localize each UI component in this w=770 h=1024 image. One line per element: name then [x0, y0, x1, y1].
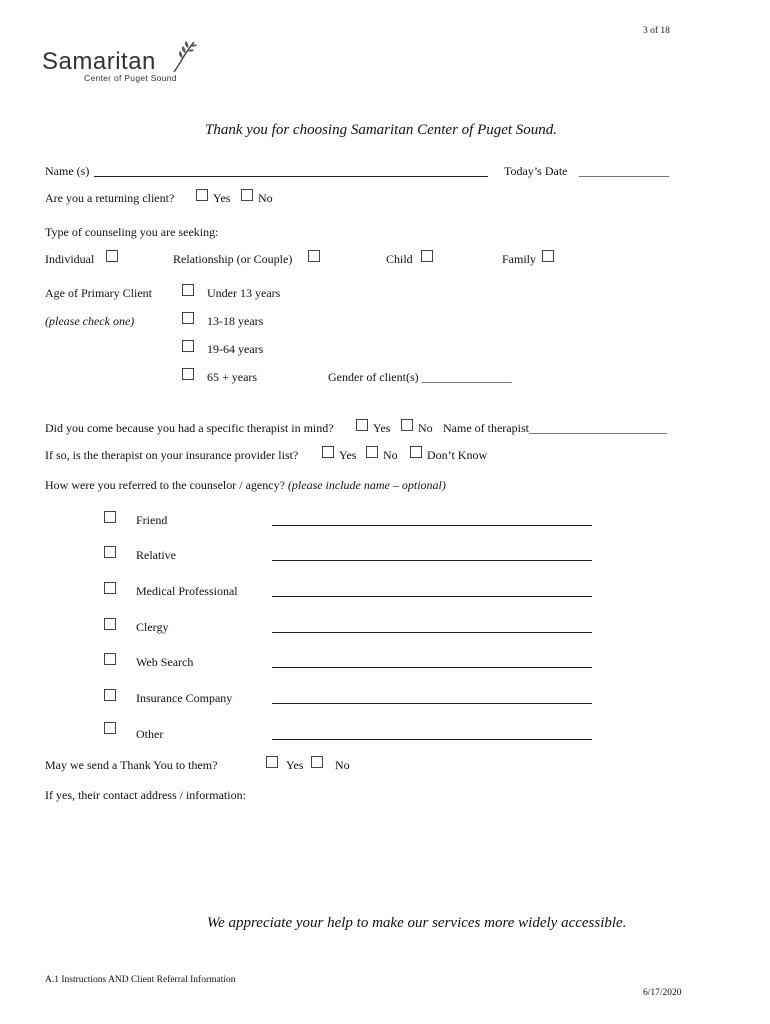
therapist-no-checkbox[interactable] — [401, 419, 413, 431]
referral-note: (please include name – optional) — [287, 478, 446, 492]
referral-other-field[interactable] — [272, 739, 592, 740]
page-number: 3 of 18 — [643, 26, 670, 36]
counseling-family-checkbox[interactable] — [542, 250, 554, 262]
age-19-64-label: 19-64 years — [207, 342, 264, 356]
age-13-18-checkbox[interactable] — [182, 312, 194, 324]
therapist-name-field[interactable]: Name of therapist_______________________ — [443, 421, 667, 435]
insurance-question: If so, is the therapist on your insurance provider list? — [45, 448, 299, 462]
thank-you-no-label: No — [335, 758, 350, 772]
referral-medical-field[interactable] — [272, 596, 592, 597]
footer-date: 6/17/2020 — [643, 988, 682, 998]
footer-title: A.1 Instructions AND Client Referral Information — [45, 975, 236, 985]
age-note: (please check one) — [45, 314, 135, 328]
therapist-no-label: No — [418, 421, 433, 435]
thank-you-yes-label: Yes — [286, 758, 304, 772]
insurance-dont-know-checkbox[interactable] — [410, 446, 422, 458]
referral-web-search-label: Web Search — [136, 655, 194, 669]
page-heading: Thank you for choosing Samaritan Center of Puget Sound. — [205, 122, 558, 138]
therapist-yes-label: Yes — [373, 421, 391, 435]
referral-friend-checkbox[interactable] — [104, 511, 116, 523]
date-field[interactable]: _______________ — [579, 164, 669, 178]
thank-you-no-checkbox[interactable] — [311, 756, 323, 768]
counseling-family-label: Family — [502, 252, 537, 266]
insurance-yes-checkbox[interactable] — [322, 446, 334, 458]
insurance-no-checkbox[interactable] — [366, 446, 378, 458]
referral-question-row — [45, 478, 446, 493]
age-19-64-checkbox[interactable] — [182, 340, 194, 352]
returning-no-checkbox[interactable] — [241, 189, 253, 201]
referral-relative-label: Relative — [136, 548, 176, 562]
age-label: Age of Primary Client — [45, 286, 152, 300]
insurance-yes-label: Yes — [339, 448, 357, 462]
referral-web-search-checkbox[interactable] — [104, 653, 116, 665]
counseling-child-checkbox[interactable] — [421, 250, 433, 262]
returning-yes-checkbox[interactable] — [196, 189, 208, 201]
thank-you-question: May we send a Thank You to them? — [45, 758, 218, 772]
returning-yes-label: Yes — [213, 191, 231, 205]
therapist-yes-checkbox[interactable] — [356, 419, 368, 431]
referral-question: How were you referred to the counselor / agency? — [45, 478, 285, 492]
age-65-plus-label: 65 + years — [207, 370, 258, 384]
counseling-child-label: Child — [386, 252, 413, 266]
referral-clergy-field[interactable] — [272, 632, 592, 633]
insurance-dont-know-label: Don’t Know — [427, 448, 488, 462]
thank-you-yes-checkbox[interactable] — [266, 756, 278, 768]
referral-other-checkbox[interactable] — [104, 722, 116, 734]
insurance-no-label: No — [383, 448, 398, 462]
referral-insurance-field[interactable] — [272, 703, 592, 704]
counseling-relationship-checkbox[interactable] — [308, 250, 320, 262]
logo-name: Samaritan — [42, 48, 156, 75]
referral-web-search-field[interactable] — [272, 667, 592, 668]
referral-clergy-label: Clergy — [136, 620, 169, 634]
therapist-question: Did you come because you had a specific therapist in mind? — [45, 421, 334, 435]
counseling-relationship-label: Relationship (or Couple) — [173, 252, 293, 266]
date-label: Today’s Date — [504, 164, 568, 178]
gender-field[interactable]: Gender of client(s) _______________ — [328, 370, 512, 384]
wheat-icon — [170, 38, 200, 74]
referral-insurance-checkbox[interactable] — [104, 689, 116, 701]
logo — [42, 48, 177, 83]
name-label: Name (s) — [45, 164, 90, 178]
returning-question: Are you a returning client? — [45, 191, 175, 205]
referral-friend-field[interactable] — [272, 525, 592, 526]
referral-medical-label: Medical Professional — [136, 584, 238, 598]
referral-clergy-checkbox[interactable] — [104, 618, 116, 630]
age-under13-label: Under 13 years — [207, 286, 281, 300]
name-field[interactable] — [94, 176, 488, 177]
counseling-individual-label: Individual — [45, 252, 95, 266]
age-65-plus-checkbox[interactable] — [182, 368, 194, 380]
age-13-18-label: 13-18 years — [207, 314, 264, 328]
referral-other-label: Other — [136, 727, 164, 741]
returning-no-label: No — [258, 191, 273, 205]
closing-message: We appreciate your help to make our services more widely accessible. — [207, 915, 627, 931]
counseling-question: Type of counseling you are seeking: — [45, 225, 219, 239]
age-under13-checkbox[interactable] — [182, 284, 194, 296]
referral-relative-field[interactable] — [272, 560, 592, 561]
referral-friend-label: Friend — [136, 513, 168, 527]
contact-label: If yes, their contact address / information: — [45, 788, 246, 802]
referral-medical-checkbox[interactable] — [104, 582, 116, 594]
counseling-individual-checkbox[interactable] — [106, 250, 118, 262]
referral-insurance-label: Insurance Company — [136, 691, 233, 705]
referral-relative-checkbox[interactable] — [104, 546, 116, 558]
logo-subtitle: Center of Puget Sound — [84, 73, 177, 83]
